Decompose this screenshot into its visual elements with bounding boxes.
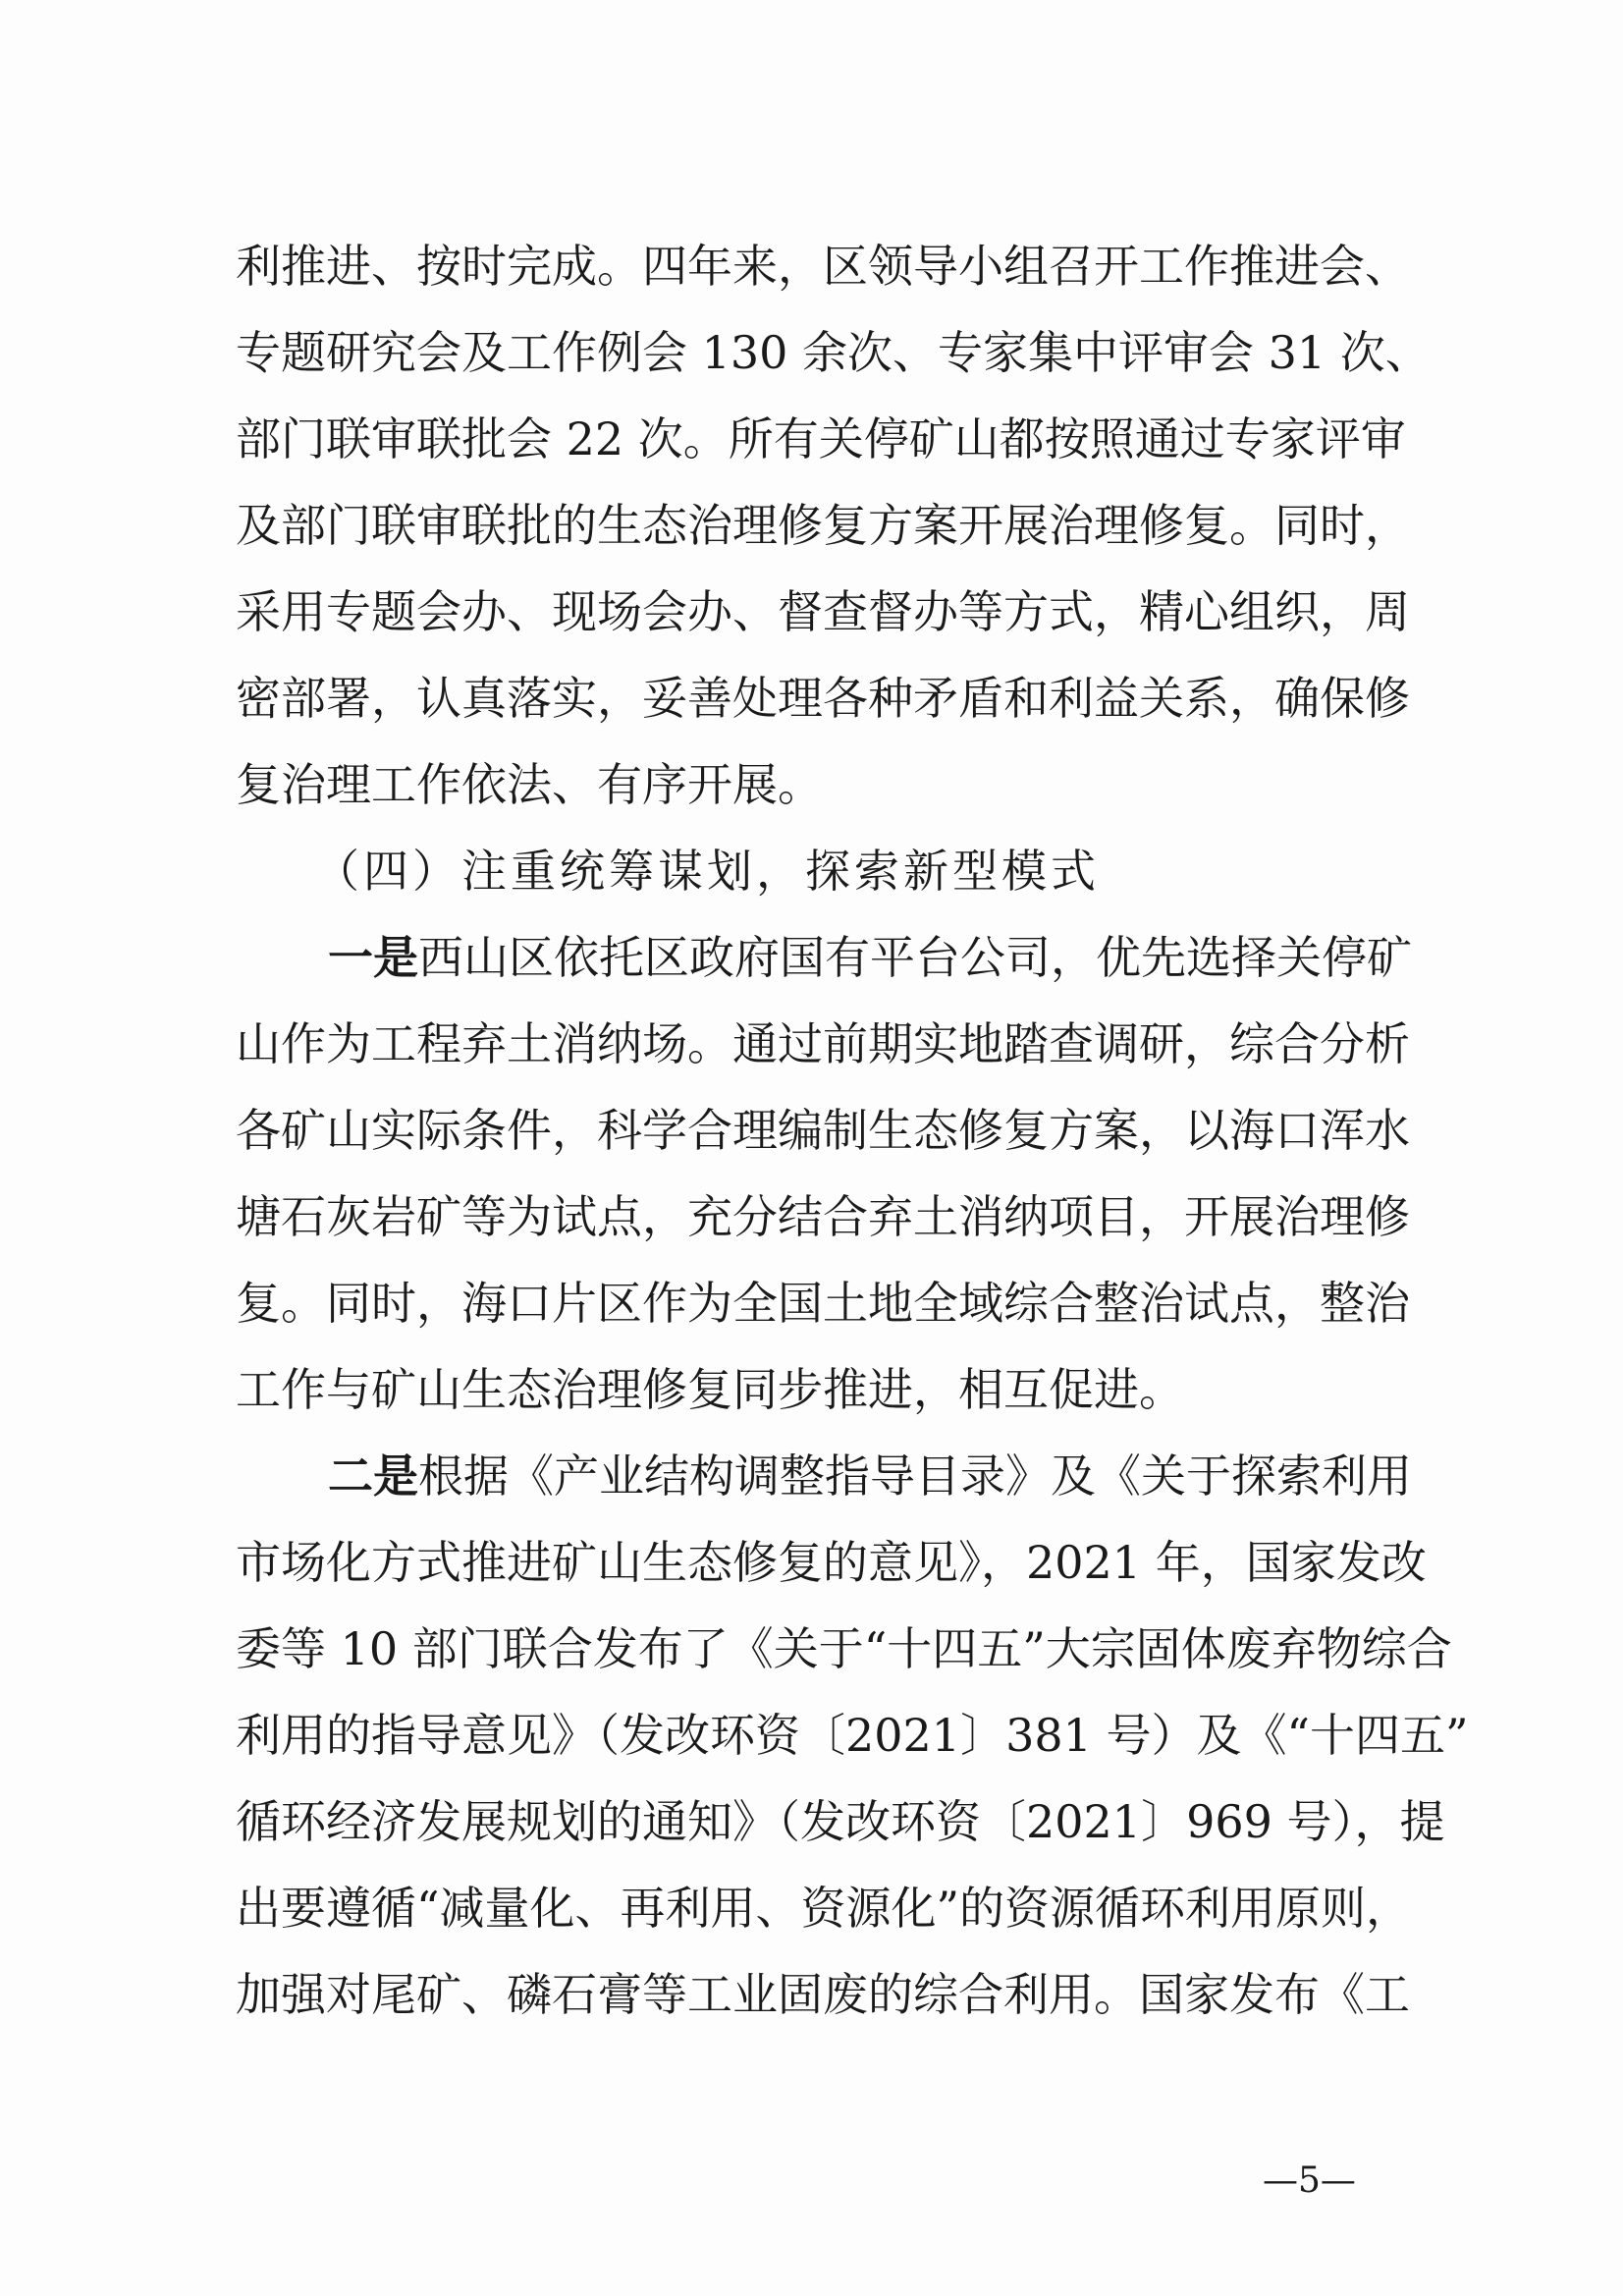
paragraph-lead: 一是 — [328, 931, 418, 984]
body-line: 利推进、按时完成。四年来，区领导小组召开工作推进会、 — [236, 240, 1410, 293]
body-line: 塘石灰岩矿等为试点，充分结合弃土消纳项目，开展治理修 — [236, 1190, 1410, 1243]
body-line: 委等 10 部门联合发布了《关于“十四五”大宗固体废弃物综合 — [236, 1622, 1452, 1675]
body-line: 工作与矿山生态治理修复同步推进，相互促进。 — [236, 1363, 1184, 1416]
body-line: 复治理工作依法、有序开展。 — [236, 758, 823, 811]
body-line: 加强对尾矿、磷石膏等工业固废的综合利用。国家发布《工 — [236, 1968, 1410, 2021]
paragraph-lead: 二是 — [328, 1449, 418, 1503]
body-line: 山作为工程弃土消纳场。通过前期实地踏查调研，综合分析 — [236, 1017, 1410, 1070]
paragraph-first-line — [328, 1449, 1412, 1503]
paragraph-text: 根据《产业结构调整指导目录》及《关于探索利用 — [418, 1449, 1412, 1503]
body-line: 复。同时，海口片区作为全国土地全域综合整治试点，整治 — [236, 1277, 1410, 1330]
body-line: 专题研究会及工作例会 130 余次、专家集中评审会 31 次、 — [236, 326, 1431, 379]
body-line: 及部门联审联批的生态治理修复方案开展治理修复。同时， — [236, 499, 1410, 552]
body-line: 市场化方式推进矿山生态修复的意见》，2021 年，国家发改 — [236, 1536, 1427, 1589]
body-line: 采用专题会办、现场会办、督查督办等方式，精心组织，周 — [236, 585, 1410, 638]
paragraph-first-line — [328, 931, 1412, 984]
body-line: 循环经济发展规划的通知》（发改环资〔2021〕969 号），提 — [236, 1795, 1445, 1848]
body-line: 出要遵循“减量化、再利用、资源化”的资源循环利用原则， — [236, 1882, 1412, 1935]
page-number: —5— — [1263, 2160, 1356, 2201]
section-heading: （四）注重统筹谋划，探索新型模式 — [314, 845, 1100, 898]
body-line: 各矿山实际条件，科学合理编制生态修复方案，以海口浑水 — [236, 1104, 1410, 1157]
paragraph-text: 西山区依托区政府国有平台公司，优先选择关停矿 — [418, 931, 1412, 984]
body-line: 利用的指导意见》（发改环资〔2021〕381 号）及《“十四五” — [236, 1709, 1469, 1762]
body-line: 部门联审联批会 22 次。所有关停矿山都按照通过专家评审 — [236, 412, 1406, 465]
body-line: 密部署，认真落实，妥善处理各种矛盾和利益关系，确保修 — [236, 672, 1410, 725]
